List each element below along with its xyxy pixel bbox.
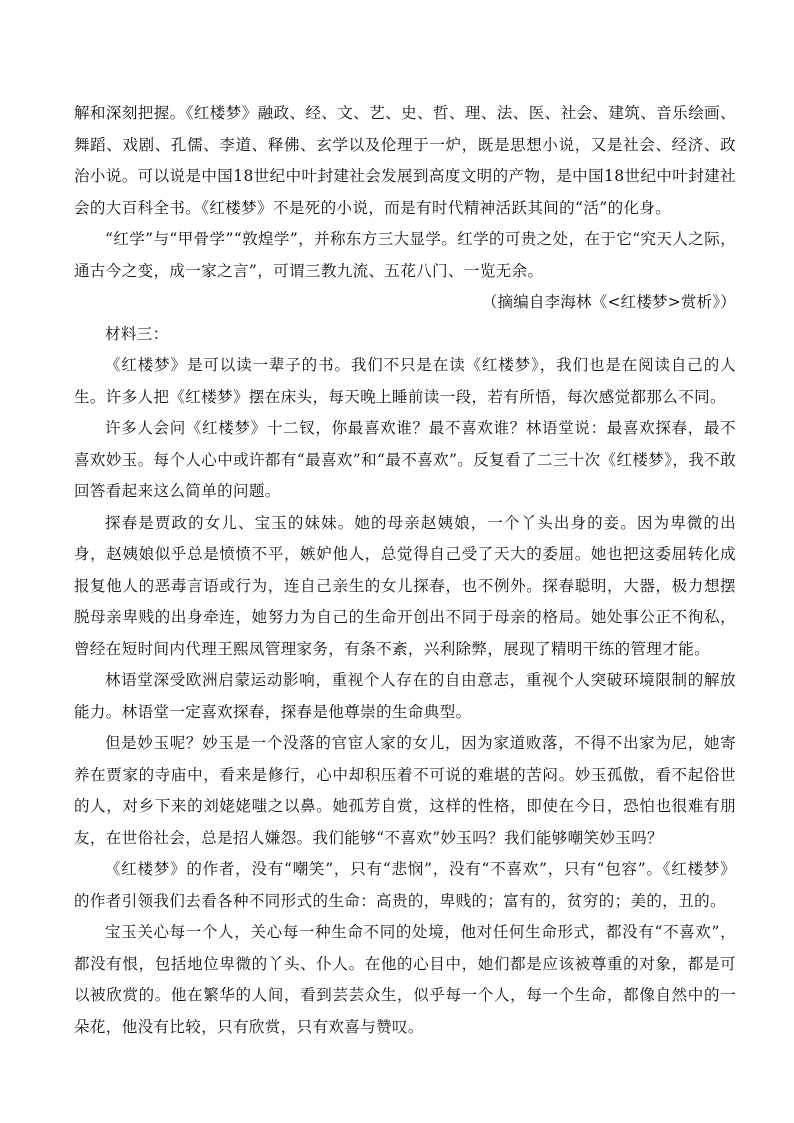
document-body [74,98,736,1043]
material-three-heading: 材料三： [105,324,169,343]
source-citation: （摘编自李海林《<红楼梦>赏析》） [481,293,736,311]
paragraph-baoyu: 宝玉关心每一个人，关心每一种生命不同的处境，他对任何生命形式，都没有“不喜欢”，都没有恨，包括地位卑微的丫头、仆人。在他的心目中，她们都是应该被尊重的对象，都是可以被欣赏的。他在繁华的人间，看到芸芸众生，似乎每一个人，每一个生命，都像自然中的一朵花，他没有比较，只有欣赏，只有欢喜与赞叹。 [74,923,736,1036]
paragraph-miaoyu: 但是妙玉呢？妙玉是一个没落的官宦人家的女儿，因为家道败落，不得不出家为尼，她寄养在贾家的寺庙中，看来是修行，心中却积压着不可说的难堪的苦闷。妙玉孤傲，看不起俗世的人，对乡下来的刘姥姥嗤之以鼻。她孤芳自赏，这样的性格，即使在今日，恐怕也很难有朋友，在世俗社会，总是招人嫌怨。我们能够“不喜欢”妙玉吗？我们能够嘲笑妙玉吗？ [74,734,736,847]
paragraph-author-compassion: 《红楼梦》的作者，没有“嘲笑”，只有“悲悯”，没有“不喜欢”，只有“包容”。《红楼梦》的作者引领我们去看各种不同形式的生命：高贵的，卑贱的；富有的，贫穷的；美的，丑的。 [74,860,736,910]
paragraph-redology: “红学”与“甲骨学”“敦煌学”，并称东方三大显学。红学的可贵之处，在于它“究天人之际，通古今之变，成一家之言”，可谓三教九流、五花八门、一览无余。 [74,230,736,280]
paragraph-tanchun: 探春是贾政的女儿、宝玉的妹妹。她的母亲赵姨娘，一个丫头出身的妾。因为卑微的出身，赵姨娘似乎总是愤愤不平，嫉妒他人，总觉得自己受了天大的委屈。她也把这委屈转化成报复他人的恶毒言语或行为，连自己亲生的女儿探春，也不例外。探春聪明，大器，极力想摆脱母亲卑贱的出身牵连，她努力为自己的生命开创出不同于母亲的格局。她处事公正不徇私，曾经在短时间内代理王熙凤管理家务，有条不紊，兴利除弊，展现了精明干练的管理才能。 [74,513,736,658]
paragraph-continued-intro: 解和深刻把握。《红楼梦》融政、经、文、艺、史、哲、理、法、医、社会、建筑、音乐绘画、舞蹈、戏剧、孔儒、李道、释佛、玄学以及伦理于一炉，既是思想小说，又是社会、经济、政治小说。可以说是中国18世纪中叶封建社会发展到高度文明的产物，是中国18世纪中叶封建社会的大百科全书。《红楼梦》不是死的小说，而是有时代精神活跃其间的“活”的化身。 [74,104,736,217]
paragraph-favorite-question: 许多人会问《红楼梦》十二钗，你最喜欢谁？最不喜欢谁？林语堂说：最喜欢探春，最不喜欢妙玉。每个人心中或许都有“最喜欢”和“最不喜欢”。反复看了二三十次《红楼梦》，我不敢回答看起来这么简单的问题。 [74,419,736,500]
paragraph-lifelong-reading: 《红楼梦》是可以读一辈子的书。我们不只是在读《红楼梦》，我们也是在阅读自己的人生。许多人把《红楼梦》摆在床头，每天晚上睡前读一段，若有所悟，每次感觉都那么不同。 [74,356,736,406]
paragraph-lin-yutang: 林语堂深受欧洲启蒙运动影响，重视个人存在的自由意志，重视个人突破环境限制的解放能力。林语堂一定喜欢探春，探春是他尊崇的生命典型。 [74,671,736,721]
